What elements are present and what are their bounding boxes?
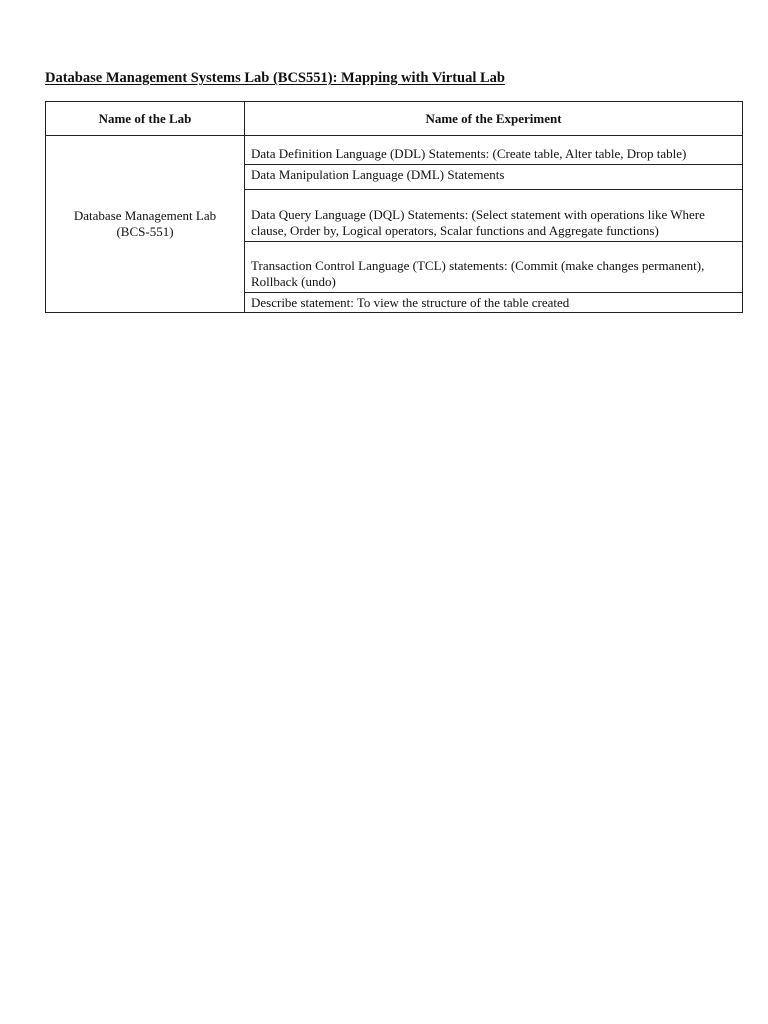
- table-row: [46, 136, 743, 165]
- experiment-cell-tcl: Transaction Control Language (TCL) statements: (Commit (make changes permanent), Rollback (undo): [245, 242, 743, 293]
- lab-name-line-1: Database Management Lab: [73, 208, 217, 223]
- experiment-cell-ddl: Data Definition Language (DDL) Statements: (Create table, Alter table, Drop table): [245, 136, 743, 165]
- table-header-row: [46, 102, 743, 136]
- table-header: [46, 102, 743, 136]
- experiment-cell-dql: Data Query Language (DQL) Statements: (Select statement with operations like Where clause, Order by, Logical operators, Scalar functions and Aggregate functions): [245, 190, 743, 242]
- experiment-cell-dml: Data Manipulation Language (DML) Statements: [245, 165, 743, 190]
- lab-name-cell: [46, 136, 245, 313]
- header-experiment-name: Name of the Experiment: [245, 102, 743, 136]
- lab-name-line-2: (BCS-551): [116, 224, 174, 239]
- document-title: Database Management Systems Lab (BCS551): Mapping with Virtual Lab: [45, 70, 505, 86]
- lab-mapping-table: [45, 101, 743, 313]
- header-lab-name: Name of the Lab: [46, 102, 245, 136]
- experiment-cell-describe: Describe statement: To view the structure of the table created: [245, 293, 743, 313]
- table-body: [46, 136, 743, 313]
